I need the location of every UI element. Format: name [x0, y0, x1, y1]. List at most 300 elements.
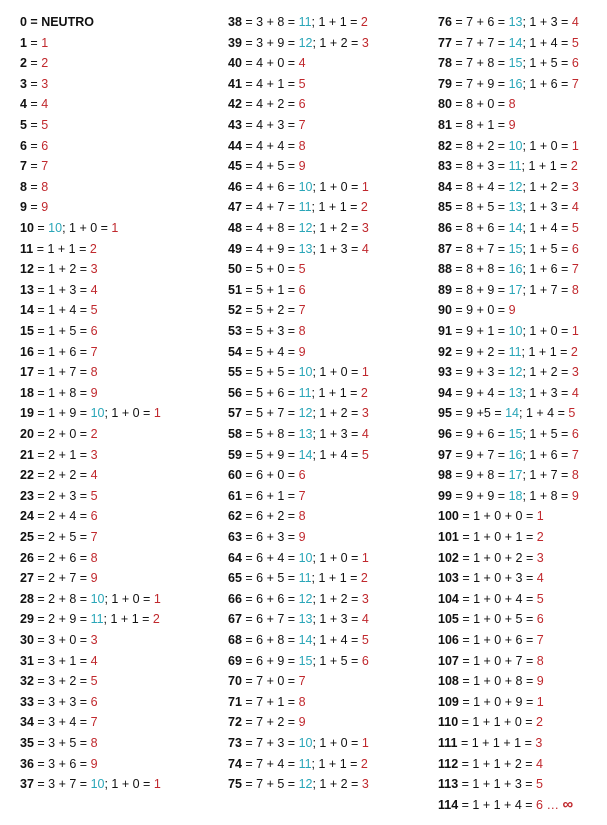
table-row: 10 = 10; 1 + 0 = 1 [20, 221, 119, 235]
row-result: 6 [536, 797, 543, 812]
row-expression: 9 + 7 [466, 447, 495, 462]
table-row: 11 = 1 + 1 = 2 [20, 241, 97, 256]
table-row: 29 = 2 + 9 = 11; 1 + 1 = 2 [20, 612, 160, 627]
row-result: 1 [571, 138, 579, 153]
table-row: 49 = 4 + 9 = 13; 1 + 3 = 4 [228, 241, 369, 256]
table-row: 60 = 6 + 0 = 6 [228, 468, 306, 483]
table-row: 111 = 1 + 1 + 1 = 3 [438, 736, 543, 750]
row-result: 6 [361, 653, 369, 668]
table-row: 54 = 5 + 4 = 9 [228, 344, 306, 359]
table-row: 15 = 1 + 5 = 6 [20, 324, 98, 338]
row-reduction: 1 + 1 [110, 612, 139, 627]
row-reduction: 1 + 5 [319, 653, 348, 668]
row-result: 2 [360, 385, 368, 400]
row-result: 1 [153, 406, 161, 421]
row-number: 67 [228, 612, 242, 627]
row-expression: 7 + 3 [256, 736, 285, 750]
neutral-header: 0 = NEUTRO [20, 15, 94, 29]
row-result: 9 [90, 385, 98, 400]
row-expression: 2 + 2 [48, 468, 77, 483]
row-number: 111 [438, 736, 458, 750]
table-row: 6 = 6 [20, 138, 49, 153]
table-row: 57 = 5 + 7 = 12; 1 + 2 = 3 [228, 406, 369, 421]
row-result: 6 [571, 427, 579, 441]
row-result: 4 [361, 241, 369, 256]
row-number: 112 [438, 756, 459, 771]
row-result: 6 [298, 468, 306, 483]
row-result: 8 [536, 653, 544, 668]
row-reduction: 1 + 3 [529, 385, 558, 400]
two-digit-sum: 15 [508, 56, 523, 71]
row-result: 6 [90, 694, 98, 709]
table-row: 74 = 7 + 4 = 11; 1 + 1 = 2 [228, 756, 368, 771]
row-result: 3 [571, 365, 579, 380]
row-result: 8 [298, 138, 306, 153]
table-row: 55 = 5 + 5 = 10; 1 + 0 = 1 [228, 365, 369, 380]
row-expression: 8 + 9 [466, 282, 495, 297]
row-result: 3 [361, 777, 369, 792]
table-row: 43 = 4 + 3 = 7 [228, 118, 306, 132]
row-expression: 9 + 8 [466, 468, 495, 483]
row-number: 81 [438, 118, 452, 132]
table-row: 16 = 1 + 6 = 7 [20, 344, 98, 359]
row-reduction: 1 + 0 [111, 591, 140, 606]
row-expression: 7 + 9 [466, 76, 495, 91]
row-number: 103 [438, 571, 459, 586]
row-reduction: 1 + 7 [529, 468, 558, 483]
row-number: 105 [438, 612, 459, 627]
row-expression: 9 + 3 [466, 365, 495, 380]
row-reduction: 1 + 8 [529, 488, 558, 503]
row-number: 83 [438, 159, 452, 174]
row-expression: 2 + 6 [48, 550, 77, 565]
row-reduction: 1 + 6 [529, 262, 558, 277]
row-number: 60 [228, 468, 242, 483]
row-number: 65 [228, 571, 242, 586]
row-result: 4 [41, 97, 49, 112]
row-result: 5 [571, 35, 579, 50]
table-row: 102 = 1 + 0 + 2 = 3 [438, 550, 544, 565]
row-result: 9 [298, 344, 306, 359]
row-number: 90 [438, 303, 452, 318]
row-number: 45 [228, 159, 242, 174]
table-row: 12 = 1 + 2 = 3 [20, 262, 98, 277]
row-number: 84 [438, 179, 452, 194]
row-result: 3 [361, 591, 369, 606]
row-expression: 3 + 6 [48, 756, 77, 771]
row-expression: 1 + 1 + 0 [472, 715, 522, 730]
table-row: 77 = 7 + 7 = 14; 1 + 4 = 5 [438, 35, 579, 50]
row-number: 39 [228, 35, 242, 50]
row-expression: 3 + 2 [48, 674, 77, 689]
table-row: 107 = 1 + 0 + 7 = 8 [438, 653, 544, 668]
row-expression: 1 + 0 + 5 [473, 612, 523, 627]
row-number: 87 [438, 241, 452, 256]
row-expression: 1 + 0 + 4 [473, 591, 523, 606]
row-expression: 2 + 0 [48, 427, 77, 441]
two-digit-sum: 16 [508, 76, 523, 91]
row-result: 5 [536, 591, 544, 606]
two-digit-sum: 12 [508, 365, 523, 380]
row-expression: 5 + 7 [256, 406, 285, 421]
row-result: 9 [508, 303, 516, 318]
two-digit-sum: 14 [508, 35, 523, 50]
row-expression: 7 + 0 [256, 674, 285, 689]
row-expression: 4 + 1 [256, 76, 285, 91]
two-digit-sum: 12 [298, 406, 313, 421]
row-result: 9 [536, 674, 544, 689]
row-number: 89 [438, 282, 452, 297]
row-expression: 8 + 5 [466, 200, 495, 215]
row-number: 80 [438, 97, 452, 112]
table-row: 25 = 2 + 5 = 7 [20, 530, 98, 544]
row-number: 3 [20, 76, 27, 91]
row-expression: 4 + 5 [256, 159, 285, 174]
row-number: 66 [228, 591, 242, 606]
row-number: 48 [228, 221, 242, 235]
two-digit-sum: 18 [508, 488, 523, 503]
row-expression: 5 + 0 [256, 262, 285, 277]
row-expression: 6 + 4 [256, 550, 285, 565]
table-row: 24 = 2 + 4 = 6 [20, 509, 98, 524]
row-result: 6 [298, 282, 306, 297]
row-reduction: 1 + 4 [319, 633, 348, 647]
table-row: 69 = 6 + 9 = 15; 1 + 5 = 6 [228, 653, 369, 668]
table-row: 76 = 7 + 6 = 13; 1 + 3 = 4 [438, 15, 579, 29]
two-digit-sum: 10 [90, 777, 105, 792]
row-expression: 4 + 0 [256, 56, 285, 71]
row-reduction: 1 + 0 [69, 221, 98, 235]
table-row: 32 = 3 + 2 = 5 [20, 674, 98, 689]
two-digit-sum: 11 [298, 756, 312, 771]
row-number: 6 [20, 138, 27, 153]
two-digit-sum: 12 [298, 35, 313, 50]
table-row: 35 = 3 + 5 = 8 [20, 736, 98, 750]
row-number: 95 [438, 406, 452, 421]
row-expression: 9 + 1 [466, 324, 495, 338]
row-expression: 1 + 0 + 6 [473, 633, 523, 647]
row-number: 85 [438, 200, 452, 215]
row-number: 21 [20, 447, 34, 462]
row-number: 97 [438, 447, 452, 462]
row-result: 2 [536, 715, 543, 730]
table-row: 34 = 3 + 4 = 7 [20, 715, 98, 730]
two-digit-sum: 13 [298, 612, 313, 627]
row-reduction: 1 + 3 [319, 241, 348, 256]
table-row: 63 = 6 + 3 = 9 [228, 530, 306, 544]
row-result: 5 [361, 447, 369, 462]
row-expression: 8 + 3 [466, 159, 495, 174]
row-number: 2 [20, 56, 27, 71]
row-result: 8 [90, 365, 98, 380]
two-digit-sum: 12 [298, 221, 313, 235]
row-result: 1 [361, 365, 369, 380]
row-result: 1 [153, 777, 161, 792]
two-digit-sum: 13 [508, 385, 523, 400]
two-digit-sum: 10 [508, 324, 523, 338]
two-digit-sum: 13 [508, 15, 523, 29]
table-row: 41 = 4 + 1 = 5 [228, 76, 306, 91]
row-result: 2 [89, 241, 97, 256]
row-result: 2 [360, 200, 368, 215]
row-expression: 7 + 4 [256, 756, 285, 771]
table-row: 94 = 9 + 4 = 13; 1 + 3 = 4 [438, 385, 579, 400]
row-number: 79 [438, 76, 452, 91]
row-number: 102 [438, 550, 459, 565]
row-number: 38 [228, 15, 242, 29]
row-number: 68 [228, 633, 242, 647]
row-result: 4 [90, 653, 98, 668]
row-reduction: 1 + 2 [529, 365, 558, 380]
row-number: 94 [438, 385, 452, 400]
row-expression: 3 + 3 [48, 694, 77, 709]
table-row: 17 = 1 + 7 = 8 [20, 365, 98, 380]
row-reduction: 1 + 0 [111, 777, 140, 792]
row-expression: 6 + 3 [256, 530, 285, 544]
row-number: 11 [20, 241, 34, 256]
two-digit-sum: 13 [508, 200, 523, 215]
row-number: 72 [228, 715, 242, 730]
table-row: 79 = 7 + 9 = 16; 1 + 6 = 7 [438, 76, 579, 91]
row-expression: 6 + 7 [256, 612, 285, 627]
two-digit-sum: 11 [508, 159, 522, 174]
row-expression: 7 + 6 [466, 15, 495, 29]
row-result: 3 [361, 406, 369, 421]
row-number: 108 [438, 674, 459, 689]
row-result: 2 [570, 344, 578, 359]
row-number: 61 [228, 488, 242, 503]
two-digit-sum: 11 [90, 612, 104, 627]
row-reduction: 1 + 0 [111, 406, 140, 421]
row-reduction: 1 + 4 [319, 447, 348, 462]
row-number: 34 [20, 715, 34, 730]
row-number: 92 [438, 344, 452, 359]
row-result: 4 [298, 56, 306, 71]
row-number: 41 [228, 76, 242, 91]
row-number: 88 [438, 262, 452, 277]
table-row: 44 = 4 + 4 = 8 [228, 138, 306, 153]
row-number: 75 [228, 777, 242, 792]
row-expression: 1 + 1 + 2 [472, 756, 522, 771]
row-expression: 6 + 6 [256, 591, 285, 606]
row-result: 5 [536, 777, 543, 792]
table-row: 14 = 1 + 4 = 5 [20, 303, 98, 318]
row-reduction: 1 + 2 [319, 591, 348, 606]
table-row: 96 = 9 + 6 = 15; 1 + 5 = 6 [438, 427, 579, 441]
row-result: 4 [361, 427, 369, 441]
table-row: 95 = 9 +5 = 14; 1 + 4 = 5 [438, 406, 576, 421]
row-number: 73 [228, 736, 242, 750]
row-result: 7 [90, 530, 98, 544]
infinity-icon: ∞ [562, 795, 574, 813]
row-result: 2 [360, 571, 368, 586]
row-reduction: 1 + 6 [529, 76, 558, 91]
table-row: 45 = 4 + 5 = 9 [228, 159, 306, 174]
table-row: 112 = 1 + 1 + 2 = 4 [438, 756, 543, 771]
row-number: 63 [228, 530, 242, 544]
row-number: 1 [20, 35, 27, 50]
row-result: 8 [298, 324, 306, 338]
table-row: 50 = 5 + 0 = 5 [228, 262, 306, 277]
table-row: 93 = 9 + 3 = 12; 1 + 2 = 3 [438, 365, 579, 380]
row-reduction: 1 + 1 [318, 571, 347, 586]
row-expression: 1 + 6 [48, 344, 77, 359]
table-row: 80 = 8 + 0 = 8 [438, 97, 516, 112]
table-row: 4 = 4 [20, 97, 49, 112]
table-row: 97 = 9 + 7 = 16; 1 + 6 = 7 [438, 447, 579, 462]
row-number: 64 [228, 550, 242, 565]
row-expression: 1 + 1 [47, 241, 76, 256]
row-expression: 1 + 0 + 3 [473, 571, 523, 586]
table-row: 113 = 1 + 1 + 3 = 5 [438, 777, 543, 792]
two-digit-sum: 11 [508, 344, 522, 359]
row-number: 10 [20, 221, 34, 235]
row-result: 4 [536, 756, 543, 771]
row-result: 5 [298, 262, 306, 277]
table-row: 100 = 1 + 0 + 0 = 1 [438, 509, 544, 524]
row-number: 55 [228, 365, 242, 380]
row-reduction: 1 + 4 [525, 406, 555, 421]
row-expression: 9 +5 [466, 406, 491, 421]
row-number: 98 [438, 468, 452, 483]
row-reduction: 1 + 0 [529, 324, 558, 338]
row-reduction: 1 + 5 [529, 427, 558, 441]
table-row: 62 = 6 + 2 = 8 [228, 509, 306, 524]
row-number: 28 [20, 591, 34, 606]
row-result: 4 [571, 385, 579, 400]
row-number: 23 [20, 488, 34, 503]
row-number: 26 [20, 550, 34, 565]
row-expression: 6 + 1 [256, 488, 285, 503]
row-expression: 4 + 6 [256, 179, 285, 194]
row-expression: 4 + 2 [256, 97, 285, 112]
two-digit-sum: 10 [298, 365, 313, 380]
row-number: 9 [20, 200, 27, 215]
row-expression: 9 + 4 [466, 385, 495, 400]
row-expression: 1 + 1 + 4 [472, 797, 522, 812]
row-number: 32 [20, 674, 34, 689]
row-result: 9 [571, 488, 579, 503]
row-result: 8 [508, 97, 516, 112]
row-number: 19 [20, 406, 34, 421]
row-result: 2 [360, 15, 368, 29]
row-number: 40 [228, 56, 242, 71]
table-row: 92 = 9 + 2 = 11; 1 + 1 = 2 [438, 344, 578, 359]
row-expression: 5 + 4 [256, 344, 285, 359]
row-expression: 1 + 8 [48, 385, 77, 400]
table-row: 21 = 2 + 1 = 3 [20, 447, 98, 462]
row-number: 106 [438, 633, 459, 647]
row-result: 1 [536, 694, 544, 709]
row-result: 2 [90, 427, 98, 441]
row-expression: 2 + 8 [48, 591, 77, 606]
row-result: 4 [571, 200, 579, 215]
row-reduction: 1 + 2 [319, 221, 348, 235]
row-result: 9 [90, 756, 98, 771]
row-number: 57 [228, 406, 242, 421]
row-number: 104 [438, 591, 459, 606]
row-reduction: 1 + 2 [319, 35, 348, 50]
row-number: 53 [228, 324, 242, 338]
row-number: 70 [228, 674, 242, 689]
row-expression: 6 + 9 [256, 653, 285, 668]
row-result: 1 [153, 591, 161, 606]
two-digit-sum: 13 [298, 241, 313, 256]
table-row: 73 = 7 + 3 = 10; 1 + 0 = 1 [228, 736, 369, 750]
table-row: 81 = 8 + 1 = 9 [438, 118, 516, 132]
row-result: 9 [298, 530, 306, 544]
row-expression: 8 + 1 [466, 118, 495, 132]
table-row: 3 = 3 [20, 76, 49, 91]
row-number: 30 [20, 633, 34, 647]
row-reduction: 1 + 2 [319, 777, 348, 792]
table-row: 51 = 5 + 1 = 6 [228, 282, 306, 297]
row-result: 8 [571, 282, 579, 297]
table-row: 109 = 1 + 0 + 9 = 1 [438, 694, 544, 709]
row-result: 9 [90, 571, 98, 586]
row-number: 86 [438, 221, 452, 235]
row-number: 16 [20, 344, 34, 359]
table-row: 106 = 1 + 0 + 6 = 7 [438, 633, 544, 647]
row-number: 35 [20, 736, 34, 750]
row-expression: 5 + 9 [256, 447, 285, 462]
row-reduction: 1 + 5 [529, 56, 558, 71]
row-number: 27 [20, 571, 34, 586]
row-result: 8 [571, 468, 579, 483]
row-result: 1 [361, 550, 369, 565]
table-row: 108 = 1 + 0 + 8 = 9 [438, 674, 544, 689]
table-row: 67 = 6 + 7 = 13; 1 + 3 = 4 [228, 612, 369, 627]
row-number: 42 [228, 97, 242, 112]
table-row: 61 = 6 + 1 = 7 [228, 488, 306, 503]
row-expression: 7 + 7 [466, 35, 495, 50]
row-number: 8 [20, 179, 27, 194]
row-expression: 1 + 5 [48, 324, 77, 338]
row-result: 1 [536, 509, 544, 524]
row-result: 5 [298, 76, 306, 91]
row-number: 24 [20, 509, 34, 524]
two-digit-sum: 14 [505, 406, 519, 421]
row-expression: 3 + 1 [48, 653, 77, 668]
row-number: 56 [228, 385, 242, 400]
row-result: 4 [90, 468, 98, 483]
row-number: 71 [228, 694, 242, 709]
table-row: 110 = 1 + 1 + 0 = 2 [438, 715, 543, 730]
two-digit-sum: 12 [508, 179, 523, 194]
row-expression: 1 + 9 [48, 406, 77, 421]
row-expression: 9 + 9 [466, 488, 495, 503]
row-expression: 6 + 2 [256, 509, 285, 524]
row-expression: 5 + 1 [256, 282, 285, 297]
row-expression: 8 + 8 [466, 262, 495, 277]
row-number: 101 [438, 530, 459, 544]
two-digit-sum: 16 [508, 262, 523, 277]
two-digit-sum: 17 [508, 468, 523, 483]
row-number: 93 [438, 365, 452, 380]
row-number: 47 [228, 200, 242, 215]
row-result: 3 [90, 447, 98, 462]
table-row: 9 = 9 [20, 200, 49, 215]
row-number: 7 [20, 159, 27, 174]
row-result: 7 [571, 262, 579, 277]
row-reduction: 1 + 0 [319, 179, 348, 194]
table-row: 26 = 2 + 6 = 8 [20, 550, 98, 565]
row-result: 2 [536, 530, 544, 544]
table-row: 88 = 8 + 8 = 16; 1 + 6 = 7 [438, 262, 579, 277]
table-row: 7 = 7 [20, 159, 49, 174]
row-reduction: 1 + 1 [318, 756, 347, 771]
table-row: 5 = 5 [20, 118, 49, 132]
